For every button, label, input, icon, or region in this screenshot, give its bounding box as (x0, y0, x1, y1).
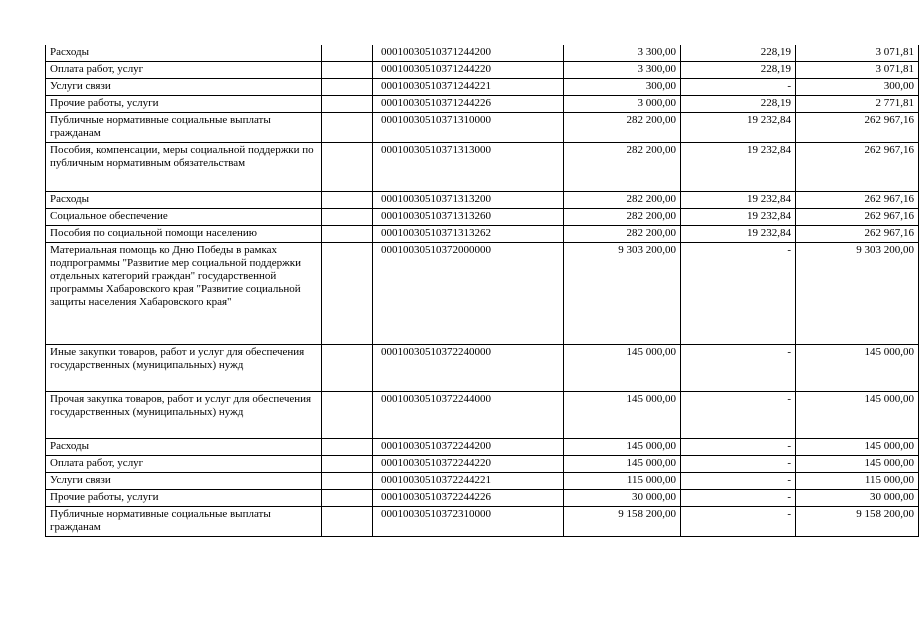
row-executed-cell: - (681, 439, 796, 456)
row-code-cell: 00010030510371313000 (373, 143, 564, 192)
row-remaining-cell: 145 000,00 (796, 392, 919, 439)
row-blank-cell (322, 113, 373, 143)
table-row (46, 209, 919, 226)
row-executed-cell: 228,19 (681, 45, 796, 62)
row-blank-cell (322, 209, 373, 226)
row-executed-cell: 19 232,84 (681, 192, 796, 209)
row-blank-cell (322, 439, 373, 456)
row-plan-cell: 282 200,00 (564, 192, 681, 209)
row-blank-cell (322, 473, 373, 490)
row-remaining-cell: 115 000,00 (796, 473, 919, 490)
row-name-cell: Социальное обеспечение (46, 209, 322, 226)
row-code-cell: 00010030510372244000 (373, 392, 564, 439)
budget-report-sheet (45, 45, 914, 537)
row-blank-cell (322, 507, 373, 537)
row-blank-cell (322, 143, 373, 192)
row-name-cell: Услуги связи (46, 473, 322, 490)
row-plan-cell: 282 200,00 (564, 113, 681, 143)
row-plan-cell: 282 200,00 (564, 143, 681, 192)
row-plan-cell: 3 000,00 (564, 96, 681, 113)
row-code-cell: 00010030510372244200 (373, 439, 564, 456)
row-name-cell: Материальная помощь ко Дню Победы в рамках подпрограммы "Развитие мер социальной поддержки отдельных категорий граждан" государственной программы Хабаровского края "Развитие социальной защиты населения Хабаровского края" (46, 243, 322, 345)
row-code-cell: 00010030510372244220 (373, 456, 564, 473)
row-name-cell: Услуги связи (46, 79, 322, 96)
row-executed-cell: 19 232,84 (681, 226, 796, 243)
row-remaining-cell: 262 967,16 (796, 143, 919, 192)
row-blank-cell (322, 45, 373, 62)
row-executed-cell: 228,19 (681, 96, 796, 113)
row-plan-cell: 9 158 200,00 (564, 507, 681, 537)
row-code-cell: 00010030510371244200 (373, 45, 564, 62)
row-remaining-cell: 2 771,81 (796, 96, 919, 113)
row-executed-cell: - (681, 507, 796, 537)
row-executed-cell: - (681, 392, 796, 439)
row-code-cell: 00010030510371244221 (373, 79, 564, 96)
row-blank-cell (322, 226, 373, 243)
row-name-cell: Прочие работы, услуги (46, 490, 322, 507)
row-blank-cell (322, 456, 373, 473)
table-row (46, 79, 919, 96)
table-row (46, 456, 919, 473)
row-plan-cell: 300,00 (564, 79, 681, 96)
table-row (46, 143, 919, 192)
table-row (46, 113, 919, 143)
row-name-cell: Иные закупки товаров, работ и услуг для обеспечения государственных (муниципальных) нужд (46, 345, 322, 392)
row-name-cell: Публичные нормативные социальные выплаты гражданам (46, 507, 322, 537)
row-name-cell: Оплата работ, услуг (46, 62, 322, 79)
row-plan-cell: 145 000,00 (564, 345, 681, 392)
row-name-cell: Расходы (46, 439, 322, 456)
row-plan-cell: 115 000,00 (564, 473, 681, 490)
row-code-cell: 00010030510371313200 (373, 192, 564, 209)
row-blank-cell (322, 96, 373, 113)
row-code-cell: 00010030510372000000 (373, 243, 564, 345)
row-remaining-cell: 3 071,81 (796, 45, 919, 62)
row-code-cell: 00010030510372240000 (373, 345, 564, 392)
row-blank-cell (322, 392, 373, 439)
row-remaining-cell: 262 967,16 (796, 192, 919, 209)
row-remaining-cell: 9 303 200,00 (796, 243, 919, 345)
row-name-cell: Прочая закупка товаров, работ и услуг для обеспечения государственных (муниципальных) нужд (46, 392, 322, 439)
row-remaining-cell: 9 158 200,00 (796, 507, 919, 537)
row-remaining-cell: 145 000,00 (796, 456, 919, 473)
table-body (46, 45, 919, 537)
row-plan-cell: 30 000,00 (564, 490, 681, 507)
row-remaining-cell: 145 000,00 (796, 439, 919, 456)
budget-execution-table (45, 45, 919, 537)
row-name-cell: Прочие работы, услуги (46, 96, 322, 113)
row-plan-cell: 282 200,00 (564, 226, 681, 243)
row-executed-cell: 19 232,84 (681, 209, 796, 226)
row-plan-cell: 3 300,00 (564, 62, 681, 79)
row-remaining-cell: 30 000,00 (796, 490, 919, 507)
row-blank-cell (322, 490, 373, 507)
row-code-cell: 00010030510371310000 (373, 113, 564, 143)
row-code-cell: 00010030510372310000 (373, 507, 564, 537)
row-remaining-cell: 3 071,81 (796, 62, 919, 79)
table-row (46, 62, 919, 79)
row-plan-cell: 282 200,00 (564, 209, 681, 226)
row-blank-cell (322, 192, 373, 209)
row-remaining-cell: 300,00 (796, 79, 919, 96)
table-row (46, 96, 919, 113)
row-code-cell: 00010030510371244226 (373, 96, 564, 113)
row-plan-cell: 145 000,00 (564, 439, 681, 456)
row-remaining-cell: 262 967,16 (796, 226, 919, 243)
row-name-cell: Пособия по социальной помощи населению (46, 226, 322, 243)
row-code-cell: 00010030510372244226 (373, 490, 564, 507)
row-executed-cell: - (681, 79, 796, 96)
row-plan-cell: 145 000,00 (564, 456, 681, 473)
row-remaining-cell: 262 967,16 (796, 113, 919, 143)
row-name-cell: Оплата работ, услуг (46, 456, 322, 473)
row-executed-cell: 19 232,84 (681, 143, 796, 192)
row-plan-cell: 3 300,00 (564, 45, 681, 62)
table-row (46, 473, 919, 490)
row-blank-cell (322, 345, 373, 392)
row-executed-cell: - (681, 243, 796, 345)
row-plan-cell: 145 000,00 (564, 392, 681, 439)
row-blank-cell (322, 79, 373, 96)
row-remaining-cell: 262 967,16 (796, 209, 919, 226)
row-executed-cell: - (681, 473, 796, 490)
table-row (46, 192, 919, 209)
row-code-cell: 00010030510371313260 (373, 209, 564, 226)
row-name-cell: Пособия, компенсации, меры социальной поддержки по публичным нормативным обязательствам (46, 143, 322, 192)
row-executed-cell: 19 232,84 (681, 113, 796, 143)
table-row (46, 392, 919, 439)
row-name-cell: Расходы (46, 192, 322, 209)
row-code-cell: 00010030510371244220 (373, 62, 564, 79)
row-plan-cell: 9 303 200,00 (564, 243, 681, 345)
table-row (46, 226, 919, 243)
row-executed-cell: 228,19 (681, 62, 796, 79)
row-code-cell: 00010030510371313262 (373, 226, 564, 243)
table-row (46, 243, 919, 345)
row-name-cell: Расходы (46, 45, 322, 62)
row-executed-cell: - (681, 456, 796, 473)
row-code-cell: 00010030510372244221 (373, 473, 564, 490)
row-executed-cell: - (681, 345, 796, 392)
table-row (46, 345, 919, 392)
row-executed-cell: - (681, 490, 796, 507)
row-blank-cell (322, 243, 373, 345)
row-remaining-cell: 145 000,00 (796, 345, 919, 392)
table-row (46, 507, 919, 537)
table-row (46, 45, 919, 62)
table-row (46, 490, 919, 507)
table-row (46, 439, 919, 456)
row-name-cell: Публичные нормативные социальные выплаты гражданам (46, 113, 322, 143)
row-blank-cell (322, 62, 373, 79)
